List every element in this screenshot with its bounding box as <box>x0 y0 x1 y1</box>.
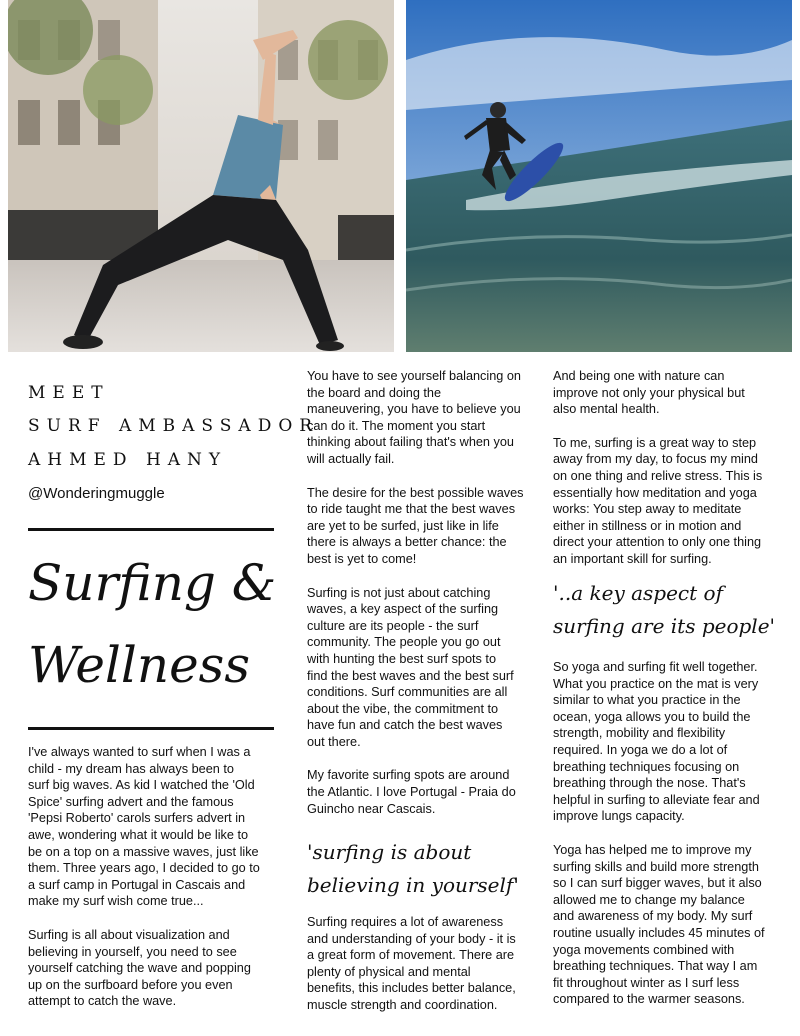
meet-label: MEET <box>28 383 110 403</box>
pull-quote-people: '..a key aspect of surfing are its people' <box>553 581 776 638</box>
column-3 <box>553 368 793 568</box>
col1-paragraph-1: I've always wanted to surf when I was a child - my dream has always been to surf big waves. As kid I watched the 'Old Spice' surfing advert and the famous 'Pepsi Roberto' carols surfers advert in awe, wondering what it would be like to be on a top on a massive waves, just like them. Three years ago, I decided to go to a surf camp in Portugal in Cascais and make my surf wish come true... <box>28 745 260 909</box>
ambassador-name: AHMED HANY <box>28 450 228 470</box>
title-rule-bottom <box>28 727 274 730</box>
ambassador-role: SURF AMBASSADOR <box>28 416 320 436</box>
column-1 <box>28 744 278 1010</box>
column-3-lower <box>553 659 793 1008</box>
col3-paragraph-3: So yoga and surfing fit well together. What you practice on the mat is very similar to what you practice in the ocean, yoga allows you to build the strength, mobility and flexibility required. In yoga we do a lot of breathing techniques focusing on breathing through the nose. That's helpful in surfing to alleviate fear and improve lungs capacity. <box>553 660 760 824</box>
col2-paragraph-2: The desire for the best possible waves to ride taught me that the best waves are yet to be surfed, just like in life there is always a better chance: the best is yet to come! <box>307 485 524 566</box>
col2-paragraph-1: You have to see yourself balancing on the board and doing the maneuvering, you have to believe you can do it. The moment you start thinking about failing that's when you will actually fail. <box>307 369 521 466</box>
column-2 <box>307 368 543 817</box>
column-2-lower <box>307 914 543 1014</box>
title-rule-top <box>28 528 274 531</box>
col3-paragraph-4: Yoga has helped me to improve my surfing skills and build more strength so I can surf bigger waves, but it also allowed me to change my balance and awareness of my body. My surf routine usually includes 45 minutes of yoga movements combined with breathing techniques. That way I am fit throughout winter as I surf less compared to the warmer seasons. <box>553 842 765 1007</box>
surfer-wave-photo <box>406 0 792 352</box>
col2-paragraph-5: Surfing requires a lot of awareness and understanding of your body - it is a great form of movement. There are plenty of physical and mental benefits, this includes better balance, muscle strength and coordination. <box>307 915 516 1012</box>
col3-paragraph-2: To me, surfing is a great way to step away from my day, to focus my mind on one thing and relive stress. This is essentially how meditation and yoga works: You step away to meditate either in stillness or in motion and direct your attention to only one thing an important skill for surfing. <box>553 435 763 566</box>
title-line-1: Surfing & <box>28 554 277 612</box>
title-line-2: Wellness <box>28 636 250 694</box>
social-handle: @Wonderingmuggle <box>28 485 165 502</box>
col3-paragraph-1: And being one with nature can improve not only your physical but also mental health. <box>553 369 745 417</box>
pull-quote-believing: 'surfing is about believing in yourself' <box>307 840 519 897</box>
col1-paragraph-2: Surfing is all about visualization and believing in yourself, you need to see yourself catching the wave and popping up on the surfboard before you even attempt to catch the wave. <box>28 927 251 1009</box>
col2-paragraph-3: Surfing is not just about catching waves, a key aspect of the surfing culture are its people - the surf community. The people you go out with hunting the best surf spots to find the best waves and the best surf conditions. Surf communities are all about the vibe, the commitment to have fun and catch the best waves out there. <box>307 585 514 749</box>
col2-paragraph-4: My favorite surfing spots are around the Atlantic. I love Portugal - Praia do Guincho near Cascais. <box>307 768 516 816</box>
yoga-pose-photo <box>8 0 394 352</box>
